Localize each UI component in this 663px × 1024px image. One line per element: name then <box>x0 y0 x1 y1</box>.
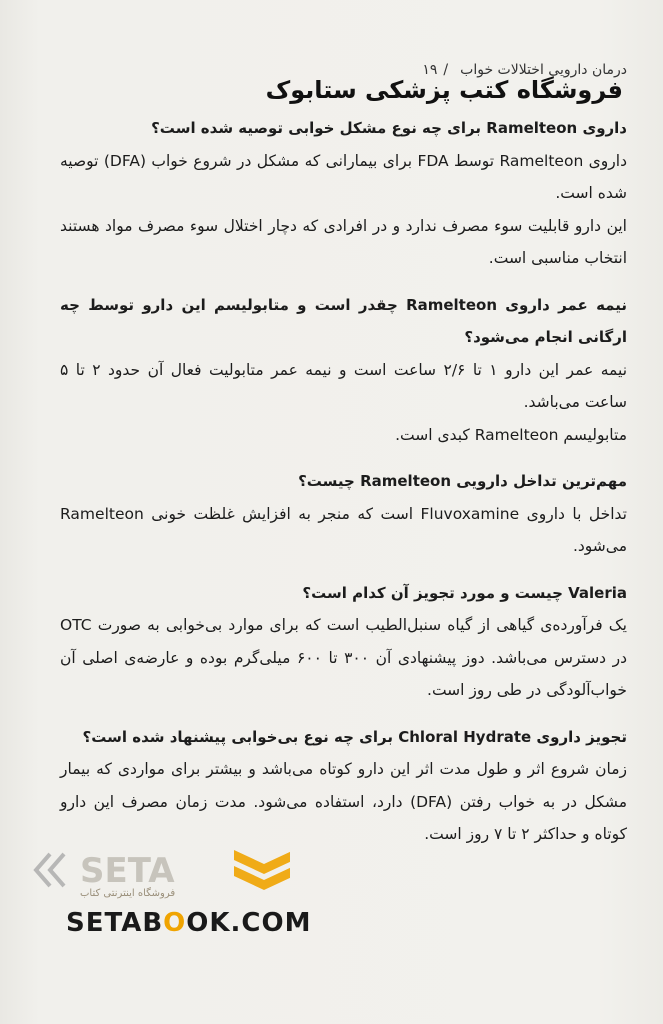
watermark-subtitle: فروشگاه اینترنتی کتاب <box>80 888 176 899</box>
page-number: ۱۹ <box>422 62 438 78</box>
watermark-url <box>66 908 311 938</box>
store-banner: فروشگاه کتب پزشکی ستابوک <box>265 76 623 104</box>
setabook-watermark <box>20 840 320 990</box>
question-heading: تجویز داروی Chloral Hydrate برای چه نوع بی‌خوابی پیشنهاد شده است؟ <box>82 727 627 746</box>
url-part-1: SETAB <box>66 908 164 938</box>
question-heading: داروی Ramelteon برای چه نوع مشکل خوابی توصیه شده است؟ <box>151 119 627 137</box>
question-heading: مهم‌ترین تداخل دارویی Ramelteon چیست؟ <box>298 472 627 490</box>
chapter-title: درمان دارویی اختلالات خواب <box>460 62 627 78</box>
answer-paragraph: زمان شروع اثر و طول مدت اثر این دارو کوتاه می‌باشد و بیشتر برای مواردی که بیمار مشکل در به خواب رفتن (DFA) دارد، استفاده می‌شود. مدت زمان مصرف این دارو کوتاه و حداکثر ۲ تا ۷ روز است. <box>60 760 627 843</box>
page-content <box>60 112 627 851</box>
url-part-2: OK.COM <box>186 908 312 938</box>
question-heading: نیمه عمر داروی Ramelteon چقدر است و متابولیسم این دارو توسط چه ارگانی انجام می‌شود؟ <box>60 295 627 346</box>
answer-paragraph: تداخل با داروی Fluvoxamine است که منجر به افزایش غلظت خونی Ramelteon می‌شود. <box>60 504 627 555</box>
url-accent-letter: O <box>163 908 187 938</box>
answer-paragraph: این دارو قابلیت سوء مصرف ندارد و در افرادی که دچار اختلال سوء مصرف مواد هستند انتخاب مناسبی است. <box>60 216 627 267</box>
answer-paragraph: داروی Ramelteon توسط FDA برای بیمارانی که مشکل در شروع خواب (DFA) توصیه شده است. <box>60 151 627 202</box>
question-heading: Valeria چیست و مورد تجویز آن کدام است؟ <box>302 583 627 602</box>
header-separator: / <box>443 62 449 78</box>
answer-paragraph: متابولیسم Ramelteon کبدی است. <box>395 425 627 444</box>
logo-wordmark: SETA <box>80 851 175 891</box>
answer-paragraph: یک فرآورده‌ی گیاهی از گیاه سنبل‌الطیب است که برای موارد بی‌خوابی به صورت OTC در دسترس می‌باشد. دوز پیشنهادی آن ۳۰۰ تا ۶۰۰ میلی‌گرم بوده و عارضه‌ی اصلی آن خواب‌آلودگی در طی روز است. <box>60 616 628 699</box>
answer-paragraph: نیمه عمر این دارو ۱ تا ۲/۶ ساعت است و نیمه عمر متابولیت فعال آن حدود ۲ تا ۵ ساعت می‌باشد. <box>60 360 628 411</box>
